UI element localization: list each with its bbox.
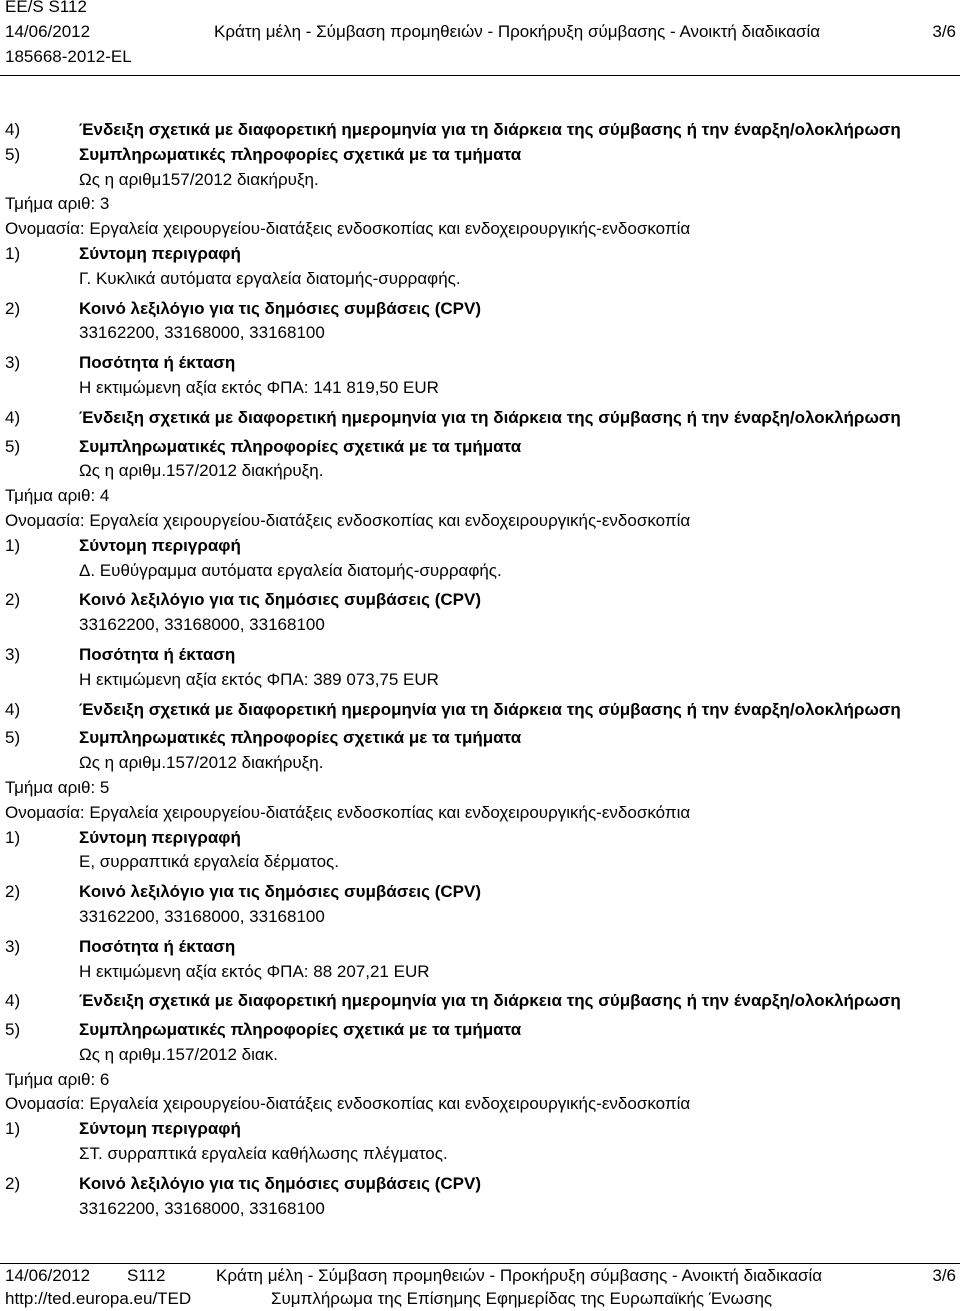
section-item: 2) Κοινό λεξιλόγιο για τις δημόσιες συμβάσεις (CPV) xyxy=(5,298,481,318)
item-value: Η εκτιμώμενη αξία εκτός ΦΠΑ: 389 073,75 EUR xyxy=(79,669,439,689)
item-value: Ως η αριθμ157/2012 διακήρυξη. xyxy=(79,169,319,189)
header-divider xyxy=(0,75,960,76)
header-page-number: 3/6 xyxy=(932,22,956,41)
document-body xyxy=(0,118,960,1221)
item-value: Ε, συρραπτικά εργαλεία δέρματος. xyxy=(79,852,339,872)
section-item: 5) Συμπληρωματικές πληροφορίες σχετικά με τα τμήματα xyxy=(5,436,522,456)
section-item: 2) Κοινό λεξιλόγιο για τις δημόσιες συμβάσεις (CPV) xyxy=(5,882,481,902)
item-value: 33162200, 33168000, 33168100 xyxy=(79,615,325,635)
section-item: 1) Σύντομη περιγραφή xyxy=(5,1119,241,1139)
item-label: Συμπληρωματικές πληροφορίες σχετικά με τα τμήματα xyxy=(79,144,522,164)
section-item: 3) Ποσότητα ή έκταση xyxy=(5,353,236,373)
section-item: 4) Ένδειξη σχετικά με διαφορετική ημερομηνία για τη διάρκεια της σύμβασης ή την έναρξη/ολοκλήρωση xyxy=(5,991,901,1011)
item-value: 33162200, 33168000, 33168100 xyxy=(79,1198,325,1218)
footer-series: S112 xyxy=(127,1266,166,1285)
section-item: 4) Ένδειξη σχετικά με διαφορετική ημερομηνία για τη διάρκεια της σύμβασης ή την έναρξη/ολοκλήρωση xyxy=(5,699,901,719)
section-item: 1) Σύντομη περιγραφή xyxy=(5,827,241,847)
item-value: Ως η αριθμ.157/2012 διακήρυξη. xyxy=(79,461,324,481)
lot-block xyxy=(0,484,960,776)
section-item: 5) Συμπληρωματικές πληροφορίες σχετικά με τα τμήματα xyxy=(5,1020,522,1040)
lot-block xyxy=(0,1068,960,1222)
item-value: Ως η αριθμ.157/2012 διακήρυξη. xyxy=(79,753,324,773)
section-item: 5) Συμπληρωματικές πληροφορίες σχετικά με τα τμήματα xyxy=(0,143,960,168)
section-item: 5) Συμπληρωματικές πληροφορίες σχετικά με τα τμήματα xyxy=(5,728,522,748)
item-value: ΣΤ. συρραπτικά εργαλεία καθήλωσης πλέγματος. xyxy=(79,1144,448,1164)
footer-page-number: 3/6 xyxy=(932,1266,956,1285)
notice-id: 185668-2012-EL xyxy=(5,47,132,66)
footer-date: 14/06/2012 xyxy=(5,1266,91,1285)
section-item: 3) Ποσότητα ή έκταση xyxy=(5,644,236,664)
section-item: 4) Ένδειξη σχετικά με διαφορετική ημερομηνία για τη διάρκεια της σύμβασης ή την έναρξη/ολοκλήρωση xyxy=(0,118,960,143)
lot-name: Ονομασία: Εργαλεία χειρουργείου-διατάξεις ενδοσκοπίας και ενδοχειρουργικής-ενδοσκοπία xyxy=(5,219,691,239)
section-item: 4) Ένδειξη σχετικά με διαφορετική ημερομηνία για τη διάρκεια της σύμβασης ή την έναρξη/ολοκλήρωση xyxy=(5,407,901,427)
header-date: 14/06/2012 xyxy=(5,22,91,41)
footer-title: Κράτη μέλη - Σύμβαση προμηθειών - Προκήρυξη σύμβασης - Ανοικτή διαδικασία xyxy=(216,1266,823,1285)
footer-url-link[interactable]: http://ted.europa.eu/TED xyxy=(5,1289,192,1308)
section-item: 1) Σύντομη περιγραφή xyxy=(5,535,241,555)
lot-name: Ονομασία: Εργαλεία χειρουργείου-διατάξεις ενδοσκοπίας και ενδοχειρουργικής-ενδοσκόπια xyxy=(5,802,691,822)
item-value: 33162200, 33168000, 33168100 xyxy=(79,323,325,343)
lot-heading: Τμήμα αριθ: 6 xyxy=(5,1069,110,1089)
lot-name: Ονομασία: Εργαλεία χειρουργείου-διατάξεις ενδοσκοπίας και ενδοχειρουργικής-ενδοσκοπία xyxy=(5,1094,691,1114)
lot-heading: Τμήμα αριθ: 5 xyxy=(5,777,110,797)
lot-heading: Τμήμα αριθ: 3 xyxy=(5,194,110,214)
lot-block xyxy=(0,192,960,484)
footer-divider xyxy=(0,1263,960,1264)
doc-code: EE/S S112 xyxy=(5,0,87,16)
section-item: 3) Ποσότητα ή έκταση xyxy=(5,936,236,956)
item-value: Δ. Ευθύγραμμα αυτόματα εργαλεία διατομής-συρραφής. xyxy=(79,560,502,580)
item-value: Η εκτιμώμενη αξία εκτός ΦΠΑ: 88 207,21 EUR xyxy=(79,961,430,981)
header-title: Κράτη μέλη - Σύμβαση προμηθειών - Προκήρυξη σύμβασης - Ανοικτή διαδικασία xyxy=(214,22,821,41)
footer-supplement: Συμπλήρωμα της Επίσημης Εφημερίδας της Ευρωπαϊκής Ένωσης xyxy=(271,1289,773,1308)
lot-block xyxy=(0,776,960,1068)
item-value: Γ. Κυκλικά αυτόματα εργαλεία διατομής-συρραφής. xyxy=(79,268,461,288)
lot-name: Ονομασία: Εργαλεία χειρουργείου-διατάξεις ενδοσκοπίας και ενδοχειρουργικής-ενδοσκοπία xyxy=(5,510,691,530)
lot-heading: Τμήμα αριθ: 4 xyxy=(5,486,110,506)
item-label: Ένδειξη σχετικά με διαφορετική ημερομηνία για τη διάρκεια της σύμβασης ή την έναρξη/ολοκλήρωση xyxy=(79,120,901,139)
item-value: 33162200, 33168000, 33168100 xyxy=(79,906,325,926)
item-value: Ως η αριθμ.157/2012 διακ. xyxy=(79,1044,278,1064)
item-value: Η εκτιμώμενη αξία εκτός ΦΠΑ: 141 819,50 EUR xyxy=(79,377,439,397)
section-item: 2) Κοινό λεξιλόγιο για τις δημόσιες συμβάσεις (CPV) xyxy=(5,590,481,610)
section-item: 1) Σύντομη περιγραφή xyxy=(5,243,241,263)
section-item: 2) Κοινό λεξιλόγιο για τις δημόσιες συμβάσεις (CPV) xyxy=(5,1173,481,1193)
